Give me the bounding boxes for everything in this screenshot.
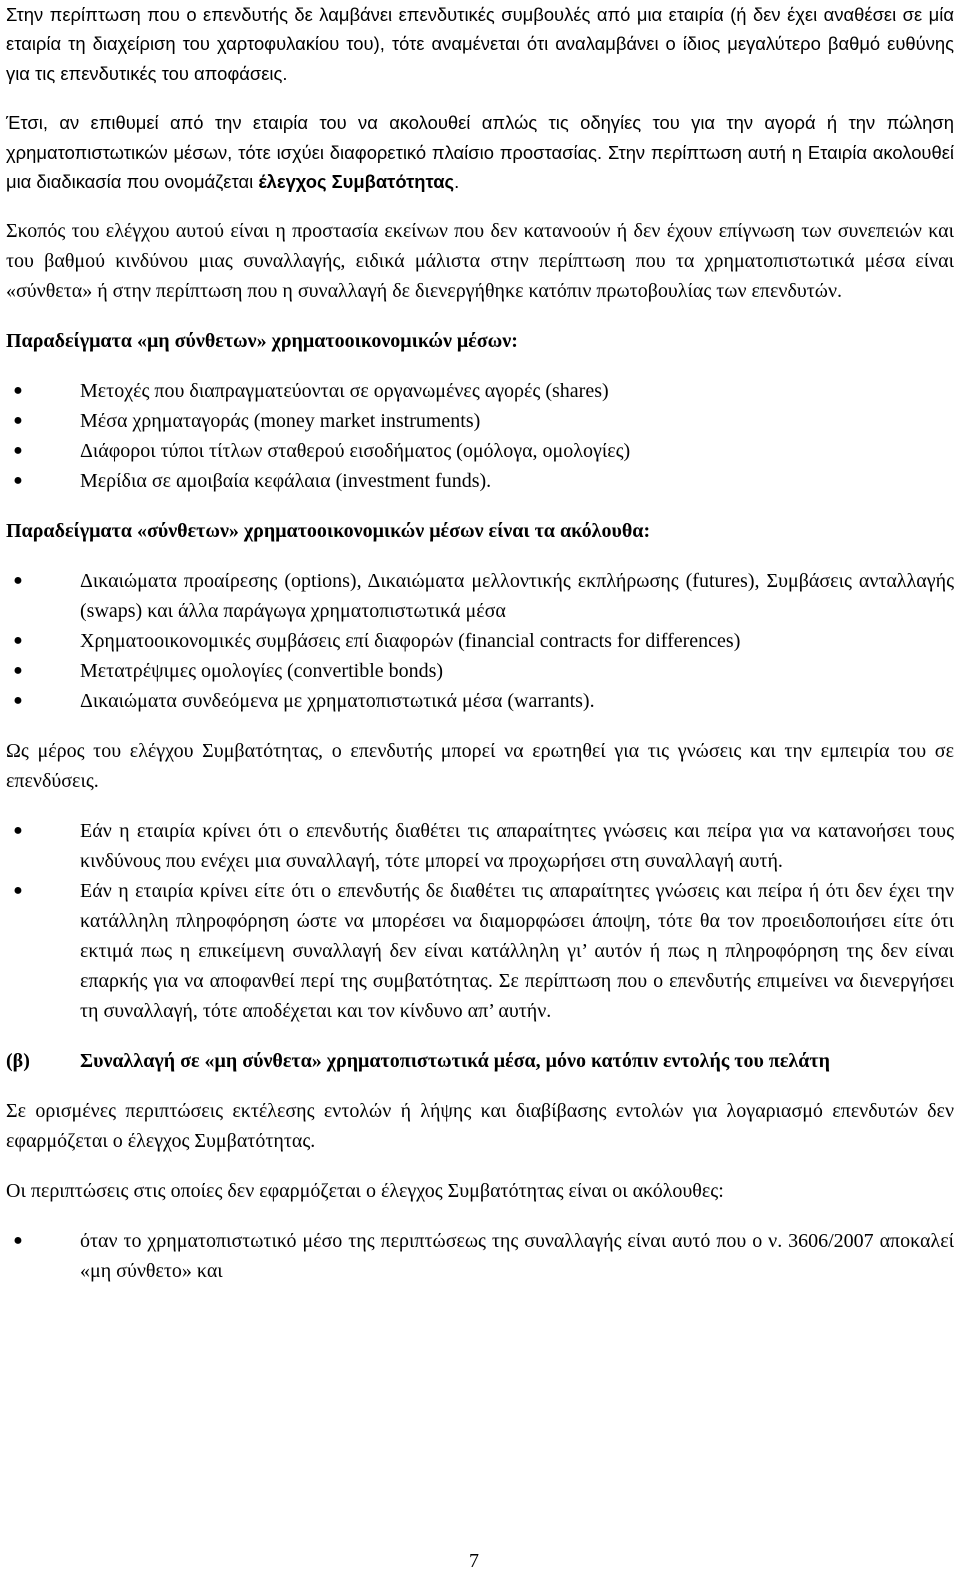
paragraph-instructions: [6, 108, 954, 196]
bullet-icon: ●: [13, 472, 23, 490]
section-heading-b: [6, 1046, 954, 1076]
bullet-icon: ●: [13, 692, 23, 710]
paragraph-exemption-cases: Οι περιπτώσεις στις οποίες δεν εφαρμόζεται ο έλεγχος Συμβατότητας είναι οι ακόλουθες:: [6, 1180, 724, 1203]
bullet-icon: ●: [13, 572, 23, 590]
list-item: ● Διάφοροι τύποι τίτλων σταθερού εισοδήματος (ομόλογα, ομολογίες): [6, 436, 954, 466]
list-item: ● Μετοχές που διαπραγματεύονται σε οργανωμένες αγορές (shares): [6, 376, 954, 406]
page-number: 7: [469, 1550, 479, 1572]
bullet-icon: ●: [13, 662, 23, 680]
list-assessment-outcomes: [6, 816, 954, 1026]
bullet-icon: ●: [13, 382, 23, 400]
bullet-icon: ●: [13, 442, 23, 460]
section-title: Συναλλαγή σε «μη σύνθετα» χρηματοπιστωτικά μέσα, μόνο κατόπιν εντολής του πελάτη: [80, 1050, 830, 1073]
paragraph-intro: Στην περίπτωση που ο επενδυτής δε λαμβάνει επενδυτικές συμβουλές από μια εταιρία (ή δεν έχει αναθέσει σε μία εταιρία τη διαχείριση του χαρτοφυλακίου του), τότε αναμένεται ότι αναλαμβάνει ο ίδιος μεγαλύτερο βαθμό ευθύνης για τις επενδυτικές του αποφάσεις.: [6, 4, 954, 84]
paragraph-instructions-end: .: [454, 171, 460, 193]
list-complex-instruments: [6, 566, 954, 716]
list-item: ● Μετατρέψιμες ομολογίες (convertible bonds): [6, 656, 954, 686]
list-item: ● Εάν η εταιρία κρίνει είτε ότι ο επενδυτής δε διαθέτει τις απαραίτητες γνώσεις και πείρα ή ότι δεν έχει την κατάλληλη πληροφόρηση ώστε να μπορέσει να διαμορφώσει άποψη, τότε θα τον προειδοποιήσει είτε ότι εκτιμά πως η επικείμενη συναλλαγή δεν είναι κατάλληλη γι’ αυτόν ή πως η πληροφόρηση της δεν είναι επαρκής για να αποφανθεί περί της συμβατότητας. Σε περίπτωση που ο επενδυτής επιμείνει να διενεργήσει τη συναλλαγή, τότε αποδέχεται και τον κίνδυνο απ’ αυτήν.: [6, 876, 954, 1026]
bullet-icon: ●: [13, 882, 23, 900]
list-item: ● Δικαιώματα συνδεόμενα με χρηματοπιστωτικά μέσα (warrants).: [6, 686, 954, 716]
list-item: ● Μέσα χρηματαγοράς (money market instruments): [6, 406, 954, 436]
paragraph-purpose: Σκοπός του ελέγχου αυτού είναι η προστασία εκείνων που δεν κατανοούν ή δεν έχουν επίγνωση των συνεπειών και του βαθμού κινδύνου μιας συναλλαγής, ειδικά μάλιστα στην περίπτωση που τα χρηματοπιστωτικά μέσα είναι «σύνθετα» ή στην περίπτωση που η συναλλαγή δε διενεργήθηκε κατόπιν πρωτοβουλίας των επενδυτών.: [6, 220, 954, 303]
bullet-icon: ●: [13, 632, 23, 650]
bullet-icon: ●: [13, 1232, 23, 1250]
paragraph-knowledge-question: Ως μέρος του ελέγχου Συμβατότητας, ο επενδυτής μπορεί να ερωτηθεί για τις γνώσεις και την εμπειρία του σε επενδύσεις.: [6, 740, 954, 793]
bullet-icon: ●: [13, 412, 23, 430]
list-item: ● Χρηματοοικονομικές συμβάσεις επί διαφορών (financial contracts for differences): [6, 626, 954, 656]
list-item: ● Μερίδια σε αμοιβαία κεφάλαια (investment funds).: [6, 466, 954, 496]
list-item: ● Δικαιώματα προαίρεσης (options), Δικαιώματα μελλοντικής εκπλήρωσης (futures), Συμβάσεις ανταλλαγής (swaps) και άλλα παράγωγα χρηματοπιστωτικά μέσα: [6, 566, 954, 626]
paragraph-instructions-text: Έτσι, αν επιθυμεί από την εταιρία του να ακολουθεί απλώς τις οδηγίες του για την αγορά ή την πώληση χρηματοπιστωτικών μέσων, τότε ισχύει διαφορετικό πλαίσιο προστασίας. Στην περίπτωση αυτή η Εταιρία ακολουθεί μια διαδικασία που ονομάζεται: [6, 112, 954, 193]
heading-complex-examples: Παραδείγματα «σύνθετων» χρηματοοικονομικών μέσων είναι τα ακόλουθα:: [6, 520, 651, 543]
compatibility-term: έλεγχος Συμβατότητας: [258, 171, 455, 193]
list-non-complex-instruments: [6, 376, 954, 496]
section-marker: (β): [6, 1050, 30, 1073]
bullet-icon: ●: [13, 822, 23, 840]
list-item: ● Εάν η εταιρία κρίνει ότι ο επενδυτής διαθέτει τις απαραίτητες γνώσεις και πείρα για να κατανοήσει τους κινδύνους που ενέχει μια συναλλαγή, τότε μπορεί να προχωρήσει στη συναλλαγή αυτή.: [6, 816, 954, 876]
heading-non-complex-examples: Παραδείγματα «μη σύνθετων» χρηματοοικονομικών μέσων:: [6, 330, 518, 353]
paragraph-exemption: Σε ορισμένες περιπτώσεις εκτέλεσης εντολών ή λήψης και διαβίβασης εντολών για λογαριασμό επενδυτών δεν εφαρμόζεται ο έλεγχος Συμβατότητας.: [6, 1100, 954, 1153]
list-item: ● όταν το χρηματοπιστωτικό μέσο της περιπτώσεως της συναλλαγής είναι αυτό που ο ν. 3606/2007 αποκαλεί «μη σύνθετο» και: [6, 1226, 954, 1286]
list-exemption-conditions: [6, 1226, 954, 1286]
document-page: [6, 0, 954, 1286]
